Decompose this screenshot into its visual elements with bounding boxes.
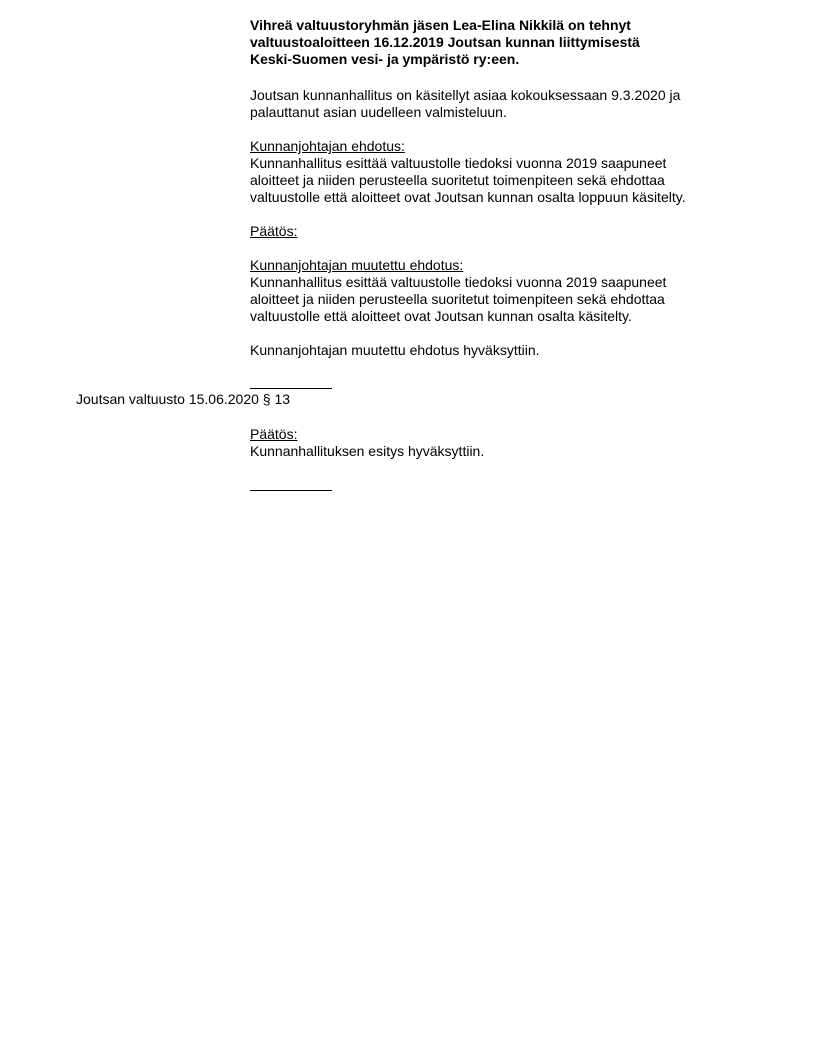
proposal-section — [250, 138, 720, 206]
modified-proposal-heading: Kunnanjohtajan muutettu ehdotus: — [250, 257, 464, 273]
decision-section-1 — [250, 223, 720, 240]
approval-text: Kunnanjohtajan muutettu ehdotus hyväksyttiin. — [250, 342, 540, 358]
proposal-heading: Kunnanjohtajan ehdotus: — [250, 138, 405, 154]
modified-proposal-line: valtuustolle että aloitteet ovat Joutsan kunnan osalta käsitelty. — [250, 308, 632, 324]
approval-section-1 — [250, 342, 720, 359]
proposal-line: Kunnanhallitus esittää valtuustolle tiedoksi vuonna 2019 saapuneet — [250, 155, 667, 171]
meeting-reference: Joutsan valtuusto 15.06.2020 § 13 — [76, 391, 291, 407]
intro-paragraph — [250, 87, 720, 121]
intro-line: Joutsan kunnanhallitus on käsitellyt asiaa kokouksessaan 9.3.2020 ja — [250, 87, 681, 103]
document-title — [250, 17, 720, 68]
modified-proposal-section — [250, 257, 720, 325]
intro-line: palauttanut asian uudelleen valmisteluun. — [250, 104, 507, 120]
proposal-line: aloitteet ja niiden perusteella suoritetut toimenpiteen sekä ehdottaa — [250, 172, 665, 188]
decision-heading: Päätös: — [250, 223, 298, 239]
title-line: Vihreä valtuustoryhmän jäsen Lea-Elina Nikkilä on tehnyt — [250, 17, 631, 33]
decision-section-2 — [250, 426, 720, 460]
modified-proposal-line: Kunnanhallitus esittää valtuustolle tiedoksi vuonna 2019 saapuneet — [250, 274, 667, 290]
decision-text: Kunnanhallituksen esitys hyväksyttiin. — [250, 443, 485, 459]
modified-proposal-line: aloitteet ja niiden perusteella suoritetut toimenpiteen sekä ehdottaa — [250, 291, 665, 307]
title-line: Keski-Suomen vesi- ja ympäristö ry:een. — [250, 51, 520, 67]
proposal-line: valtuustolle että aloitteet ovat Joutsan kunnan osalta loppuun käsitelty. — [250, 189, 686, 205]
separator-line — [250, 490, 332, 491]
separator-line — [250, 388, 332, 389]
title-line: valtuustoaloitteen 16.12.2019 Joutsan kunnan liittymisestä — [250, 34, 640, 50]
decision-heading: Päätös: — [250, 426, 298, 442]
